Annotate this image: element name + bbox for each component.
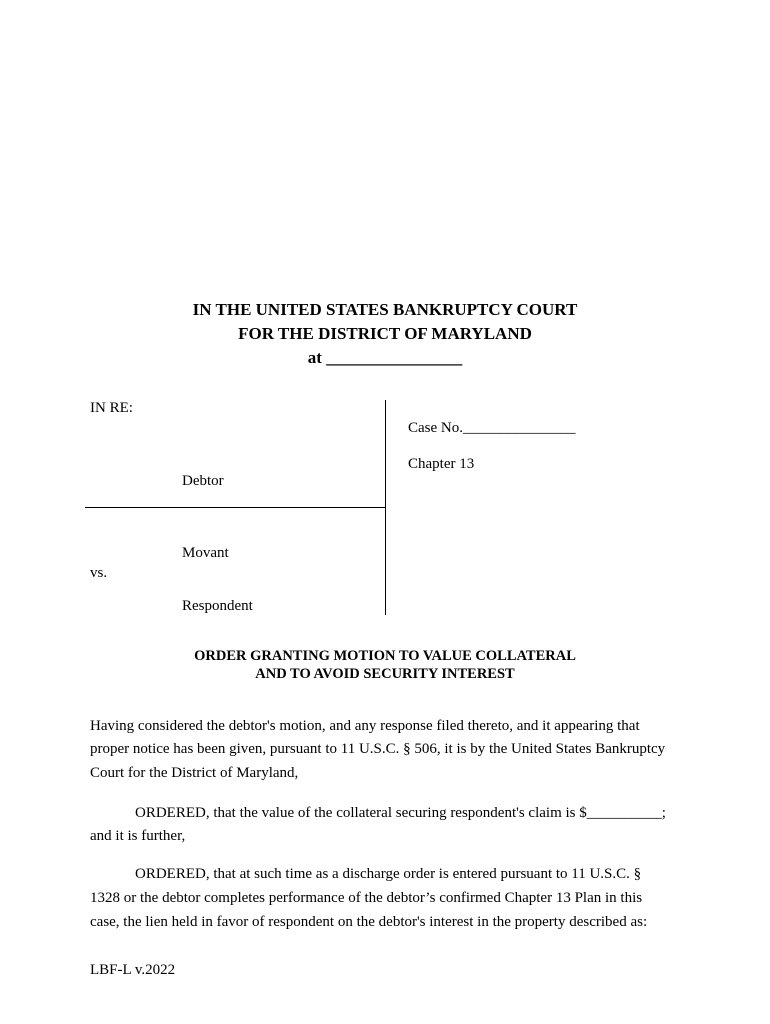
form-version-footer: LBF-L v.2022 [90,962,176,978]
court-heading-line-1: IN THE UNITED STATES BANKRUPTCY COURT [192,300,578,319]
order-title-line-2: AND TO AVOID SECURITY INTEREST [255,666,515,682]
vs-label: vs. [90,565,108,581]
paragraph-2-line-1: ORDERED, that the value of the collateral securing respondent's claim is $__________; [135,805,666,821]
court-location-line: at ________________ [307,348,463,367]
paragraph-1-line-1: Having considered the debtor's motion, and any response filed thereto, and it appearing that [90,718,640,734]
paragraph-2-line-2: and it is further, [90,828,186,844]
paragraph-3-line-3: case, the lien held in favor of respondent on the debtor's interest in the property described as: [90,914,648,930]
paragraph-1-line-3: Court for the District of Maryland, [90,765,299,781]
paragraph-3-line-2: 1328 or the debtor completes performance of the debtor’s confirmed Chapter 13 Plan in this [90,890,643,906]
caption-horizontal-divider [85,507,386,508]
in-re-label: IN RE: [90,400,133,416]
respondent-label: Respondent [182,598,253,614]
case-number-field: Case No._______________ [408,420,576,436]
movant-label: Movant [182,545,229,561]
paragraph-1-line-2: proper notice has been given, pursuant to 11 U.S.C. § 506, it is by the United States Bankruptcy [90,741,666,757]
order-title-line-1: ORDER GRANTING MOTION TO VALUE COLLATERAL [194,648,576,664]
paragraph-3-line-1: ORDERED, that at such time as a discharge order is entered pursuant to 11 U.S.C. § [135,866,642,882]
order-title [0,647,770,683]
court-heading-line-2: FOR THE DISTRICT OF MARYLAND [238,324,532,343]
chapter-label: Chapter 13 [408,456,475,472]
debtor-label: Debtor [182,473,224,489]
court-heading [0,298,770,370]
